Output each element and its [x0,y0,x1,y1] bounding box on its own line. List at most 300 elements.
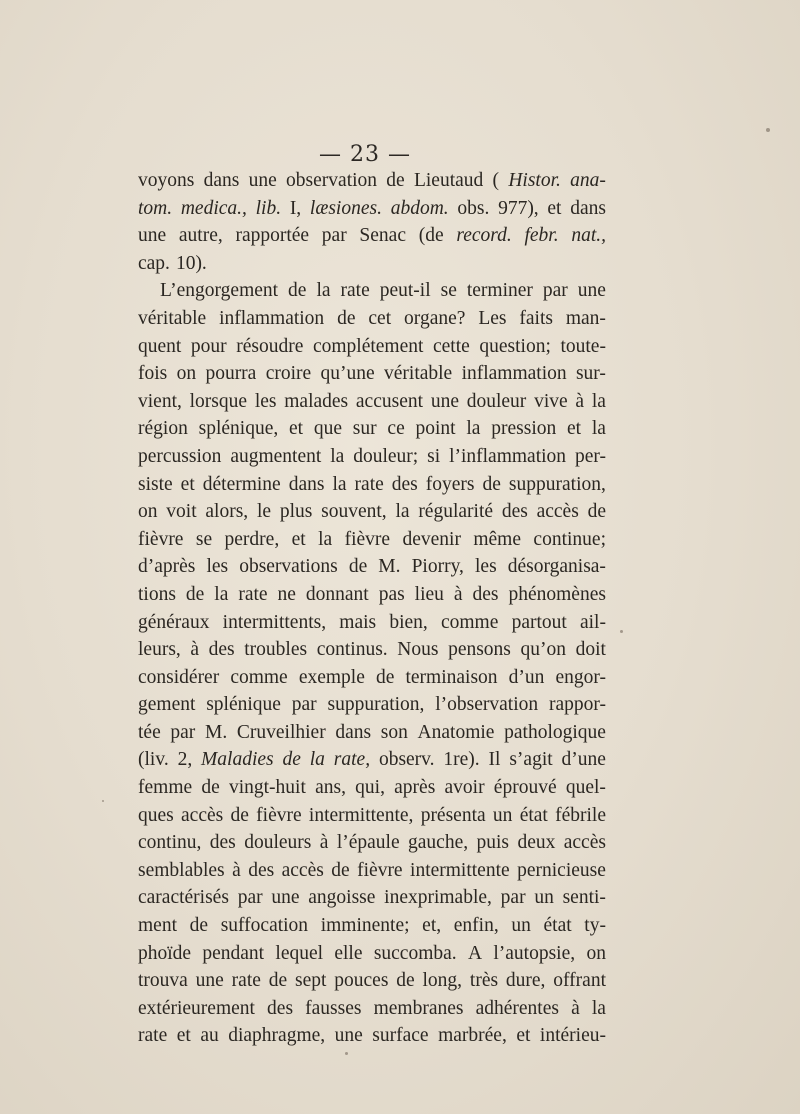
word: si [427,445,441,467]
word: très [469,970,499,992]
word: de [587,501,606,523]
word: lieu [414,583,444,605]
word: qui, [355,777,385,799]
word: intermittente, [308,804,414,826]
text-line [138,832,606,860]
text-line [138,915,606,943]
word: de [268,970,288,992]
word: par [170,721,196,743]
word: douleur [466,390,527,412]
word: par [321,225,347,247]
word: medica., [180,197,247,219]
word: dure, [505,970,546,992]
text-line [138,860,606,888]
word: ans, [315,777,346,799]
word: donnant [305,583,369,605]
word: voit [166,501,197,523]
word: de [282,749,301,771]
word: la [309,749,325,771]
text-line [138,308,606,336]
word: Anatomie [417,721,495,743]
word: avoir [444,777,485,799]
word: cette [433,335,470,357]
word: peut-il [379,280,431,302]
word: son [380,721,408,743]
word: lequel [275,942,324,964]
word: de [386,170,405,191]
word: la [395,501,410,523]
word: la [466,418,481,440]
word: Senac [359,225,406,247]
word: tions [138,583,176,605]
word: douleurs [244,832,312,854]
word: les [254,390,277,412]
word: suppuration, [327,694,425,716]
word: un [511,915,531,937]
word: généraux [138,611,210,633]
word: plus [279,501,313,523]
word: 2, [177,749,193,771]
word: ail- [579,611,606,633]
word: continue; [533,528,606,550]
word: diaphragme, [228,1025,326,1047]
word: de [189,915,209,937]
word: un [534,887,554,909]
word: Histor. [508,170,561,191]
text-line [138,474,606,502]
word: et, [422,915,442,937]
word: et [567,418,582,440]
paper-speck [345,1052,348,1055]
word: engor- [555,666,606,688]
word: membranes [373,997,464,1019]
word: par [500,887,526,909]
word: on [138,501,158,523]
word: troubles [244,639,308,661]
word: de [482,473,501,495]
text-line [138,170,606,198]
word: record. [456,225,512,247]
text-line [138,943,606,971]
word: observ. [378,749,435,771]
word: un [492,804,513,826]
text-line [138,612,606,640]
word: 1re). [443,749,480,771]
word: quel- [565,777,606,799]
paper-speck [620,630,623,633]
body-text [138,170,606,1053]
word: l’autopsie, [493,942,576,964]
text-line [138,446,606,474]
word: phénomènes [508,583,606,605]
word: pouces [334,970,389,992]
text-line [138,1025,606,1053]
word: Lieutaud [413,170,484,191]
word: l’épaule [336,832,400,854]
word: accès [563,832,606,854]
word: puis [476,832,510,854]
text-line [138,363,606,391]
word: à [190,639,200,661]
word: fièvre [256,804,302,826]
word: splénique [206,694,281,716]
word: I, [289,197,302,219]
word: quent [138,335,182,357]
word: toute- [560,335,606,357]
word: la [318,528,333,550]
page-number: — 23 — [319,142,411,167]
word: terminer [466,280,533,302]
word: tom. [138,197,173,219]
word: rate [238,583,268,605]
word: résoudre [236,335,304,357]
word: (liv. [138,749,169,771]
word: M. [378,556,401,578]
text-line [138,639,606,667]
word: trouva [138,970,188,992]
word: des [248,859,275,881]
word: accès [181,804,224,826]
word: par [542,280,568,302]
word: fièvre [357,859,403,881]
text-line [138,722,606,750]
word: désorganisa- [507,556,606,578]
word: offrant [553,970,606,992]
word: on [586,942,606,964]
word: et [289,418,304,440]
word: de [337,307,356,329]
word: s’agit [509,749,553,771]
word: véritable [384,363,453,385]
word: accès [281,859,324,881]
word: de [230,804,249,826]
word: la [591,390,606,412]
word: gement [138,694,196,716]
word: suffocation [220,915,309,937]
word: gauche, [408,832,469,854]
word: vive [534,390,568,412]
word: rate, [333,749,371,771]
word: Les [478,307,507,329]
paper-speck [766,128,770,132]
word: cap. [138,252,170,274]
word: pour [190,335,227,357]
word: et [176,1025,191,1047]
word: des [391,473,418,495]
word: après [394,777,436,799]
word: éprouvé [493,777,557,799]
word: perdre, [224,528,280,550]
word: pathologique [504,721,606,743]
word: inflammation [219,307,325,329]
word: autre, [178,225,223,247]
word: des [472,583,499,605]
word: succomba. [373,942,457,964]
word: marbrée, [438,1025,507,1047]
word: par [237,887,263,909]
word: surface [372,1025,429,1047]
word: d’un [508,666,545,688]
word: imminente; [320,915,410,937]
word: les [206,556,229,578]
word: point [415,418,456,440]
word: extérieurement [138,997,255,1019]
word: et [547,197,562,219]
paper-speck [102,800,104,802]
word: leurs, [138,639,181,661]
word: souvent, [321,501,387,523]
word: pensons [448,639,511,661]
word: læsiones. [309,197,382,219]
word: nat., [571,225,606,247]
word: dans [288,473,325,495]
word: à [575,390,585,412]
word: à [319,832,329,854]
word: lib. [255,197,282,219]
word: senti- [562,887,606,909]
word: (de [418,225,444,247]
word: abdom. [390,197,449,219]
word: intermittents, [222,611,327,633]
word: cet [368,307,392,329]
text-line [138,694,606,722]
word: inflammation [461,363,567,385]
word: A [467,942,483,964]
word: question; [479,335,551,357]
word: douleur; [353,445,419,467]
word: tée [138,721,161,743]
word: long, [422,970,463,992]
word: mais [339,611,377,633]
word: pression [491,418,557,440]
word: siste [138,473,173,495]
word: inexprimable, [384,887,492,909]
word: elle [334,942,363,964]
text-line [138,501,606,529]
text-line [138,749,606,777]
word: l’inflammation [449,445,567,467]
word: la [591,997,606,1019]
word: fausses [305,997,362,1019]
word: de [288,280,307,302]
word: se [195,528,213,550]
word: d’après [138,556,196,578]
word: de [201,777,220,799]
word: ques [138,804,174,826]
text-line [138,777,606,805]
word: L’engorgement [160,280,279,302]
text-line [138,529,606,557]
word: état [543,915,572,937]
word: organe? [404,307,466,329]
word: fébrile [555,804,606,826]
word: pendant [202,942,265,964]
word: de [396,970,415,992]
word: la [330,445,345,467]
word: alors, [205,501,249,523]
text-line [138,667,606,695]
word: rate [231,970,261,992]
text-line [138,253,606,281]
word: dans [203,170,240,191]
word: doit [575,639,606,661]
word: de [375,666,395,688]
word: et [516,1025,531,1047]
word: comme [230,666,288,688]
word: une [271,887,300,909]
word: la [591,418,606,440]
word: rate [138,1025,168,1047]
word: de [348,556,368,578]
word: rappor- [548,694,606,716]
word: lorsque [189,390,248,412]
word: caractérisés [138,887,229,909]
word: ana- [570,170,606,191]
word: faits [519,307,553,329]
word: accès [536,501,579,523]
text-line [138,225,606,253]
word: adhérentes [475,997,559,1019]
word: sept [295,970,327,992]
text-line [138,336,606,364]
word: des [209,832,236,854]
word: rapportée [235,225,310,247]
word: pas [378,583,405,605]
word: les [475,556,497,578]
word: devenir [402,528,461,550]
word: malades [284,390,349,412]
word: ty- [584,915,606,937]
word: augmentent [230,445,322,467]
word: à [571,997,580,1019]
word: une [138,225,167,247]
word: fièvre [138,528,184,550]
word: 977), [498,197,539,219]
word: sur [352,418,377,440]
word: et [180,473,195,495]
word: femme [138,777,193,799]
word: d’une [561,749,606,771]
word: enfin, [453,915,499,937]
word: Nous [397,639,439,661]
word: voyons [138,170,195,191]
word: dans [335,721,372,743]
word: une [334,1025,363,1047]
word: 10). [175,252,207,274]
word: par [291,694,317,716]
word: foyers [425,473,475,495]
word: partout [511,611,567,633]
word: continus. [316,639,388,661]
word: véritable [138,307,207,329]
word: complétement [312,335,424,357]
word: le [256,501,272,523]
word: observations [239,556,338,578]
word: pourra [205,363,257,385]
word: sur- [575,363,606,385]
word: une [195,970,224,992]
word: febr. [524,225,559,247]
word: intermittente [410,859,510,881]
word: ne [277,583,296,605]
word: phoïde [138,942,192,964]
word: à [453,583,463,605]
word: ( [492,170,500,191]
word: pernicieuse [517,859,606,881]
word: ment [138,915,177,937]
word: l’observation [435,694,539,716]
word: semblables [138,859,225,881]
word: se [440,280,457,302]
word: Piorry, [411,556,464,578]
word: splénique, [198,418,279,440]
text-line [138,970,606,998]
word: des [501,501,528,523]
word: que [313,418,343,440]
word: per- [574,445,606,467]
word: dans [570,197,606,219]
word: des [267,997,294,1019]
text-line [138,887,606,915]
word: et [291,528,306,550]
text-line [138,418,606,446]
word: terminaison [405,666,498,688]
text-line [138,556,606,584]
word: Maladies [201,749,274,771]
word: qu’on [520,639,567,661]
word: rate [340,280,370,302]
word: la [214,583,229,605]
word: une [248,170,277,191]
word: au [200,1025,219,1047]
word: de [331,859,350,881]
word: de [185,583,205,605]
word: M. [204,721,228,743]
word: considérer [138,666,220,688]
word: une [577,280,606,302]
word: comme [440,611,499,633]
word: percussion [138,445,222,467]
word: la [316,280,331,302]
word: bien, [389,611,428,633]
word: continu, [138,832,202,854]
word: vingt-huit [228,777,306,799]
word: qu’une [320,363,375,385]
text-line [138,198,606,226]
word: obs. [457,197,490,219]
word: angoisse [308,887,376,909]
word: fièvre [344,528,391,550]
word: ce [387,418,405,440]
word: détermine [202,473,281,495]
word: la [332,473,347,495]
word: deux [517,832,556,854]
text-line [138,391,606,419]
word: une [430,390,459,412]
word: fois [138,363,168,385]
word: suppuration, [508,473,606,495]
word: intérieu- [539,1025,606,1047]
word: état [519,804,548,826]
word: observation [286,170,378,191]
word: Il [488,749,501,771]
text-line [138,805,606,833]
word: même [473,528,522,550]
word: on [176,363,197,385]
word: vient, [138,390,182,412]
text-line [138,998,606,1026]
word: croire [265,363,312,385]
